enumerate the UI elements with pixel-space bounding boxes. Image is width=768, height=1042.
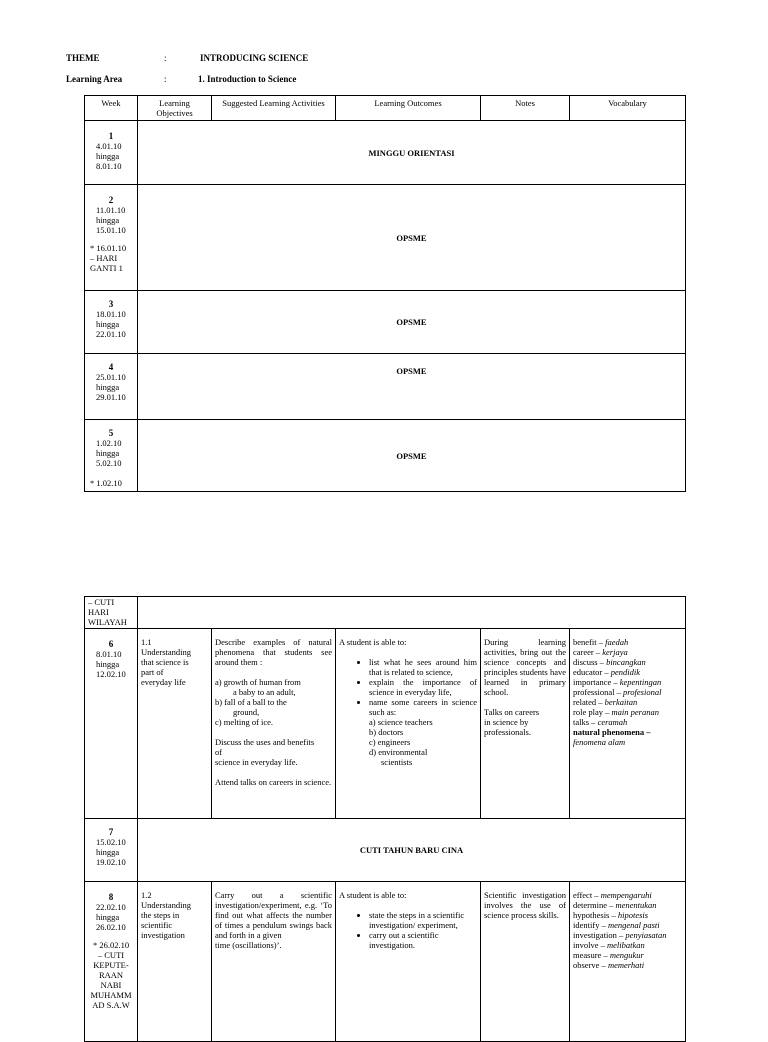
career-item: d) environmental <box>369 747 428 757</box>
column-header-row <box>85 96 686 121</box>
activity-text: Describe examples of natural phenomena that students see around them : <box>215 637 332 667</box>
week-date: 29.01.10 <box>96 392 126 402</box>
activities-cell <box>212 882 336 1042</box>
week-cell <box>85 882 138 1042</box>
table-row <box>85 185 686 291</box>
notes-text: Scientific investigation involves the use of science process skills. <box>484 890 566 920</box>
career-item: c) engineers <box>369 737 411 747</box>
vocabulary-cell <box>570 629 686 819</box>
week-date: 8.01.10 <box>96 649 122 659</box>
week-cell <box>85 597 138 629</box>
col-header-vocabulary: Vocabulary <box>570 96 686 121</box>
outcomes-cell <box>336 882 481 1042</box>
vocab-item: career – kerjaya <box>573 647 628 657</box>
week-number: 1 <box>108 131 114 141</box>
career-item: b) doctors <box>369 727 404 737</box>
vocab-item: role play – main peranan <box>573 707 659 717</box>
week-note: MUHAMM <box>90 990 132 1000</box>
activity-item: ground, <box>233 707 260 717</box>
week-date: hingga <box>96 448 120 458</box>
week-note: – CUTI <box>97 950 125 960</box>
week-note: KEPUTE- <box>93 960 129 970</box>
week-date: 1.02.10 <box>96 438 122 448</box>
theme-label: THEME <box>66 53 100 63</box>
objective-line: 1.2 <box>141 890 152 900</box>
vocab-item: importance – kepentingan <box>573 677 662 687</box>
objective-line: that science is <box>141 657 189 667</box>
week-date: hingga <box>96 319 120 329</box>
week-date: 15.01.10 <box>96 225 126 235</box>
notes-cell <box>481 882 570 1042</box>
activity-text: time (oscillations)’. <box>215 940 282 950</box>
schedule-table-2 <box>84 596 686 1042</box>
activity-item: a) growth of human from <box>215 677 301 687</box>
objective-line: Understanding <box>141 647 192 657</box>
activities-cell <box>212 629 336 819</box>
vocab-item: measure – mengukur <box>573 950 644 960</box>
career-item: scientists <box>381 757 413 767</box>
week-number: 7 <box>108 827 114 837</box>
vocab-item: investigation – penyiasatan <box>573 930 667 940</box>
week-date: 26.02.10 <box>96 922 126 932</box>
week-date: 15.02.10 <box>96 837 126 847</box>
week-date: hingga <box>96 215 120 225</box>
vocab-item: effect – mempengaruhi <box>573 890 652 900</box>
week-note: HARI <box>88 607 109 617</box>
objective-line: investigation <box>141 930 185 940</box>
objective-line: everyday life <box>141 677 186 687</box>
week-date: hingga <box>96 151 120 161</box>
week-cell <box>85 291 138 354</box>
vocab-item: benefit – faedah <box>573 637 629 647</box>
objective-line: part of <box>141 667 164 677</box>
week-label: OPSME <box>138 420 686 492</box>
week-date: 22.02.10 <box>96 902 126 912</box>
week-cell <box>85 354 138 420</box>
week-date: hingga <box>96 912 120 922</box>
notes-text: Talks on careers <box>484 707 540 717</box>
table-row <box>85 629 686 819</box>
activity-text: of <box>215 747 223 757</box>
vocab-item: related – berkaitan <box>573 697 638 707</box>
activity-text: science in everyday life. <box>215 757 298 767</box>
week-date: 8.01.10 <box>96 161 122 171</box>
week-label: MINGGU ORIENTASI <box>138 121 686 185</box>
week-number: 3 <box>108 299 114 309</box>
week-cell <box>85 420 138 492</box>
week-date: hingga <box>96 382 120 392</box>
notes-text: in science by <box>484 717 529 727</box>
week-label: CUTI TAHUN BARU CINA <box>138 819 686 882</box>
week-date: hingga <box>96 847 120 857</box>
vocab-item: involve – melibatkan <box>573 940 645 950</box>
week-date: 12.02.10 <box>96 669 126 679</box>
week-date: 22.01.10 <box>96 329 126 339</box>
week-date: hingga <box>96 659 120 669</box>
table-row <box>85 354 686 420</box>
objective-cell <box>138 629 212 819</box>
objective-line: Understanding <box>141 900 192 910</box>
week-number: 5 <box>108 428 114 438</box>
week-label: OPSME <box>138 185 686 291</box>
week-label: OPSME <box>138 354 686 420</box>
objective-line: scientific <box>141 920 173 930</box>
learning-area-value: 1. Introduction to Science <box>198 74 297 84</box>
outcome-item: • state the steps in a scientific investigation/ experiment, <box>369 910 477 930</box>
activity-item: a baby to an adult, <box>233 687 296 697</box>
week-date: 5.02.10 <box>96 458 122 468</box>
table-row <box>85 882 686 1042</box>
objective-cell <box>138 882 212 1042</box>
table-row <box>85 597 686 629</box>
career-item: a) science teachers <box>369 717 433 727</box>
week-note: AD S.A.W <box>92 1000 130 1010</box>
vocab-item: determine – menentukan <box>573 900 657 910</box>
week-note: * 1.02.10 <box>90 478 122 488</box>
vocab-item: professional – profesional <box>573 687 662 697</box>
vocabulary-cell <box>570 882 686 1042</box>
vocab-item: discuss – bincangkan <box>573 657 646 667</box>
week-date: 4.01.10 <box>96 141 122 151</box>
activity-item: c) melting of ice. <box>215 717 274 727</box>
week-note: * 16.01.10 <box>90 243 127 253</box>
col-header-week: Week <box>85 96 138 121</box>
week-number: 8 <box>108 892 114 902</box>
objective-line: 1.1 <box>141 637 152 647</box>
table-row <box>85 121 686 185</box>
week-note: RAAN <box>98 970 124 980</box>
vocab-item: observe – memerhati <box>573 960 645 970</box>
vocab-item: natural phenomena – fenomena alam <box>573 727 651 747</box>
notes-text: During learning activities, bring out the science concepts and principles students have learned in primary school. <box>484 637 566 697</box>
week-cell <box>85 819 138 882</box>
week-note: – CUTI <box>88 597 115 607</box>
week-cell <box>85 185 138 291</box>
week-number: 4 <box>108 362 114 372</box>
week-date: 19.02.10 <box>96 857 126 867</box>
schedule-table-1 <box>84 95 686 492</box>
learning-area-label: Learning Area <box>66 74 123 84</box>
week-note: GANTI 1 <box>90 263 123 273</box>
col-header-objectives: Learning Objectives <box>138 96 212 121</box>
notes-text: professionals. <box>484 727 531 737</box>
theme-colon: : <box>164 53 167 63</box>
outcomes-intro: A student is able to: <box>339 890 407 900</box>
week-date: 25.01.10 <box>96 372 126 382</box>
outcome-item: • list what he sees around him that is related to science, <box>369 657 477 677</box>
week-note: – HARI <box>90 253 118 263</box>
vocab-item: talks – ceramah <box>573 717 628 727</box>
col-header-notes: Notes <box>481 96 570 121</box>
week-note: * 26.02.10 <box>92 940 130 950</box>
table-row <box>85 819 686 882</box>
table-row <box>85 291 686 354</box>
notes-cell <box>481 629 570 819</box>
outcome-item: • explain the importance of science in everyday life, <box>369 677 477 697</box>
week-date: 18.01.10 <box>96 309 126 319</box>
week-cell <box>85 629 138 819</box>
outcomes-cell <box>336 629 481 819</box>
col-header-activities: Suggested Learning Activities <box>212 96 336 121</box>
objective-line: the steps in <box>141 910 180 920</box>
outcome-item: • carry out a scientific investigation. <box>369 930 477 950</box>
table-row <box>85 420 686 492</box>
theme-value: INTRODUCING SCIENCE <box>200 53 309 63</box>
empty-cell <box>138 597 686 629</box>
activity-text: Discuss the uses and benefits <box>215 737 315 747</box>
vocab-item: educator – pendidik <box>573 667 641 677</box>
outcome-item: • name some careers in science such as: <box>369 697 477 717</box>
week-note: WILAYAH <box>88 617 127 627</box>
outcomes-intro: A student is able to: <box>339 637 407 647</box>
week-number: 6 <box>108 639 114 649</box>
vocab-item: hypothesis – hipotesis <box>573 910 649 920</box>
learning-area-colon: : <box>164 74 167 84</box>
week-label: OPSME <box>138 291 686 354</box>
activity-text: Attend talks on careers in science. <box>215 777 332 787</box>
week-cell <box>85 121 138 185</box>
vocab-item: identify – mengenal pasti <box>573 920 660 930</box>
activity-text: Carry out a scientific investigation/experiment, e.g. ‘To find out what affects the number of times a pendulum swings back and forth in a given <box>215 890 332 940</box>
week-note: NABI <box>100 980 122 990</box>
activity-item: b) fall of a ball to the <box>215 697 287 707</box>
week-date: 11.01.10 <box>96 205 126 215</box>
col-header-outcomes: Learning Outcomes <box>336 96 481 121</box>
week-number: 2 <box>108 195 114 205</box>
